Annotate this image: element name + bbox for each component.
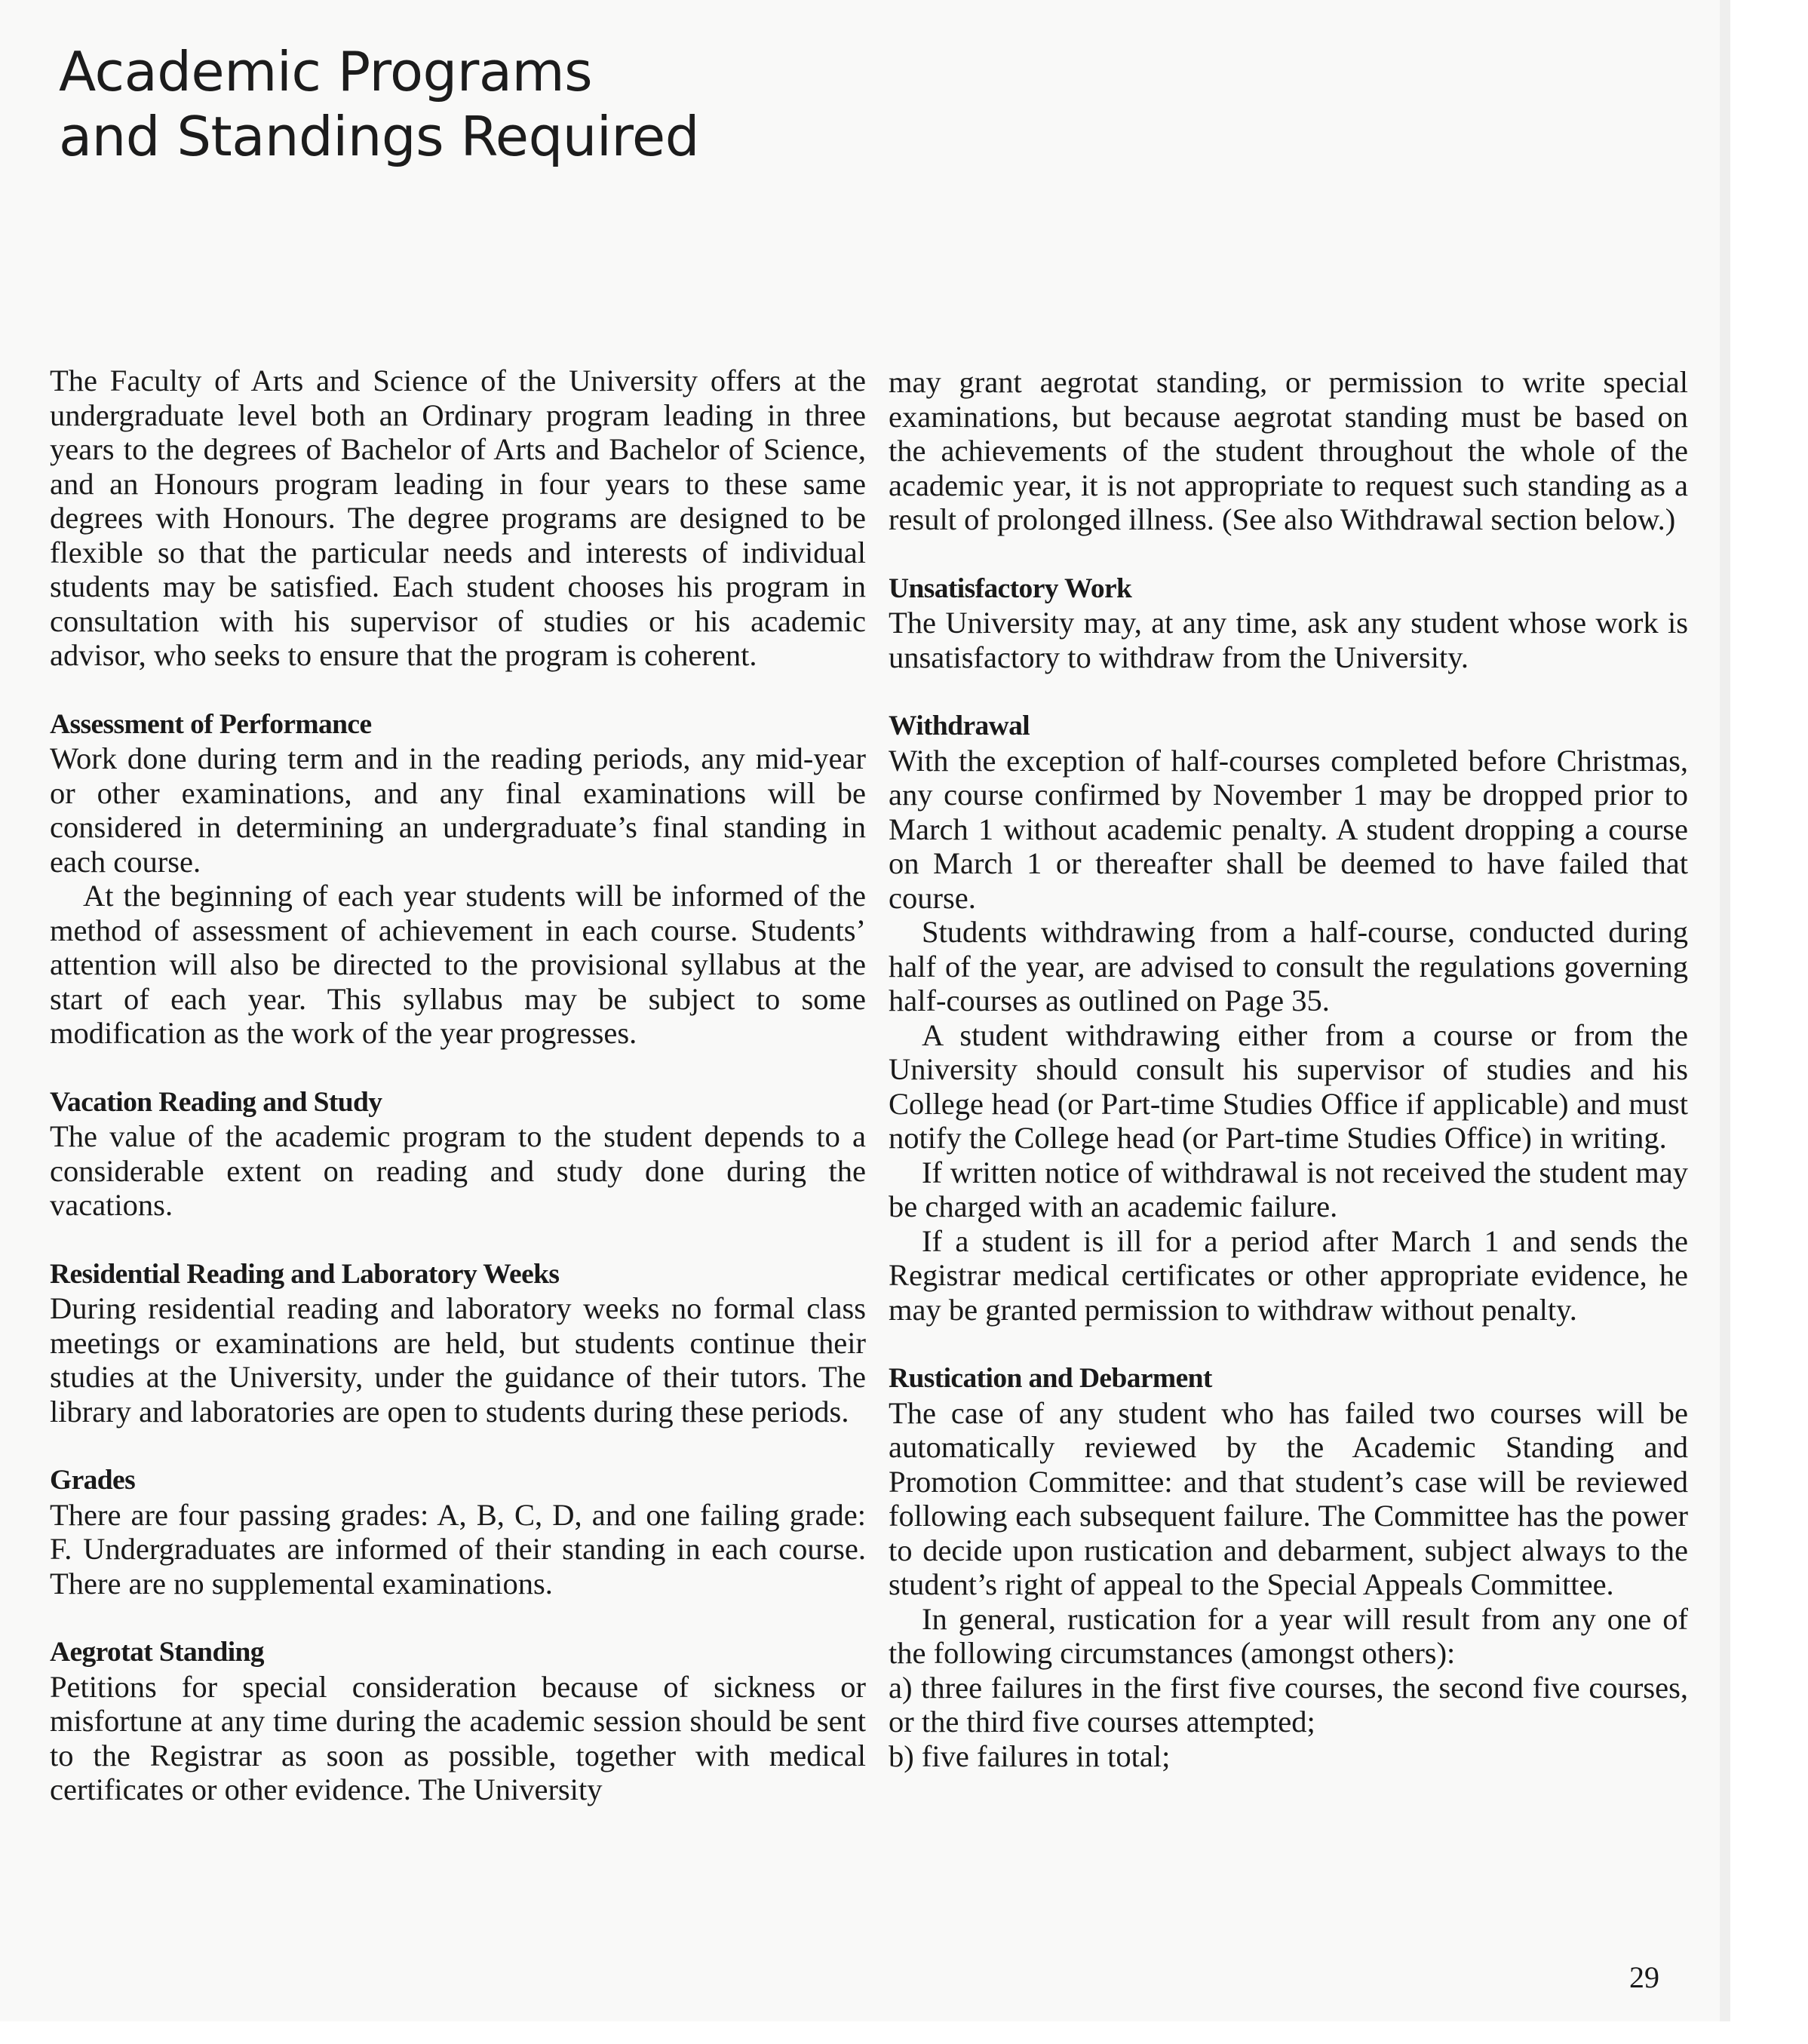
withdrawal-paragraph-3: A student withdrawing either from a course or from the University should consult his supervisor of studies and his College head (or Part-time Studies Office if applicable) and must notify the College head (or Part-time Studies Office) in writing. [889, 1017, 1688, 1155]
vacation-paragraph: The value of the academic program to the student depends to a considerable extent on reading and study done during the vacations. [50, 1119, 866, 1222]
residential-section [50, 1257, 866, 1429]
aegrotat-section [50, 1635, 866, 1807]
residential-paragraph: During residential reading and laboratory weeks no formal class meetings or examinations are held, but students continue their studies at the University, under the guidance of their tutors. The library and laboratories are open to students during these periods. [50, 1291, 866, 1429]
right-column [889, 365, 1688, 1808]
assessment-section [50, 707, 866, 1051]
assessment-paragraph-1: Work done during term and in the reading periods, any mid-year or other examinations, and any final examinations will be considered in determining an undergraduate’s final standing in each course. [50, 741, 866, 879]
left-column [50, 364, 866, 1842]
unsatisfactory-section [889, 572, 1688, 675]
vacation-heading: Vacation Reading and Study [50, 1086, 382, 1118]
withdrawal-paragraph-2: Students withdrawing from a half-course, conducted during half of the year, are advised to consult the regulations governing half-courses as outlined on Page 35. [889, 915, 1688, 1017]
assessment-heading: Assessment of Performance [50, 708, 372, 740]
title-line-2: and Standings Required [59, 105, 699, 168]
residential-heading: Residential Reading and Laboratory Weeks [50, 1258, 560, 1290]
vacation-section [50, 1085, 866, 1223]
aegrotat-paragraph: Petitions for special consideration because of sickness or misfortune at any time during the academic session should be sent to the Registrar as soon as possible, together with medical certificates or other evidence. The University [50, 1669, 866, 1806]
withdrawal-paragraph-5: If a student is ill for a period after March 1 and sends the Registrar medical certificates or other appropriate evidence, he may be granted permission to withdraw without penalty. [889, 1223, 1688, 1327]
title-line-1: Academic Programs [59, 40, 593, 103]
withdrawal-heading: Withdrawal [889, 710, 1030, 741]
grades-paragraph: There are four passing grades: A, B, C, D, and one failing grade: F. Undergraduates are informed of their standing in each course. There are no supplemental examinations. [50, 1497, 866, 1601]
rustication-heading: Rustication and Debarment [889, 1363, 1212, 1394]
rustication-section [889, 1361, 1688, 1773]
rustication-paragraph-1: The case of any student who has failed two courses will be automatically reviewed by the Academic Standing and Promotion Committee: and that student’s case will be reviewed following each subsequent failure. The Committee has the power to decide upon rustication and debarment, subject always to the student’s right of appeal to the Special Appeals Committee. [889, 1395, 1688, 1601]
intro-paragraph: The Faculty of Arts and Science of the University offers at the undergraduate level both an Ordinary program leading in three years to the degrees of Bachelor of Arts and Bachelor of Science, and an Honours program leading in four years to these same degrees with Honours. The degree programs are designed to be flexible so that the particular needs and interests of individual students may be satisfied. Each student chooses his program in consultation with his supervisor of studies or his academic advisor, who seeks to ensure that the program is coherent. [50, 364, 866, 672]
withdrawal-paragraph-4: If written notice of withdrawal is not received the student may be charged with an academic failure. [889, 1155, 1688, 1223]
unsatisfactory-heading: Unsatisfactory Work [889, 572, 1132, 604]
intro-section [50, 364, 866, 673]
rustication-paragraph-2: In general, rustication for a year will result from any one of the following circumstances (amongst others): [889, 1601, 1688, 1670]
unsatisfactory-paragraph: The University may, at any time, ask any student whose work is unsatisfactory to withdraw from the University. [889, 606, 1688, 674]
rustication-item-a: a) three failures in the first five courses, the second five courses, or the third five courses attempted; [889, 1670, 1688, 1739]
grades-heading: Grades [50, 1465, 136, 1496]
withdrawal-section [889, 709, 1688, 1327]
grades-section [50, 1463, 866, 1601]
page-title [59, 39, 699, 169]
page-number: 29 [1629, 1960, 1659, 1994]
aegrotat-continued-section [889, 365, 1688, 537]
rustication-item-b: b) five failures in total; [889, 1739, 1171, 1773]
aegrotat-continued-paragraph: may grant aegrotat standing, or permission to write special examinations, but because aegrotat standing must be based on the achievements of the student throughout the whole of the academic year, it is not appropriate to request such standing as a result of prolonged illness. (See also Withdrawal section below.) [889, 365, 1688, 536]
aegrotat-heading: Aegrotat Standing [50, 1637, 264, 1668]
withdrawal-paragraph-1: With the exception of half-courses completed before Christmas, any course confirmed by November 1 may be dropped prior to March 1 without academic penalty. A student dropping a course on March 1 or thereafter shall be deemed to have failed that course. [889, 743, 1688, 915]
assessment-paragraph-2: At the beginning of each year students will be informed of the method of assessment of achievement in each course. Students’ attention will also be directed to the provisional syllabus at the start of each year. This syllabus may be subject to some modification as the work of the year progresses. [50, 879, 866, 1050]
